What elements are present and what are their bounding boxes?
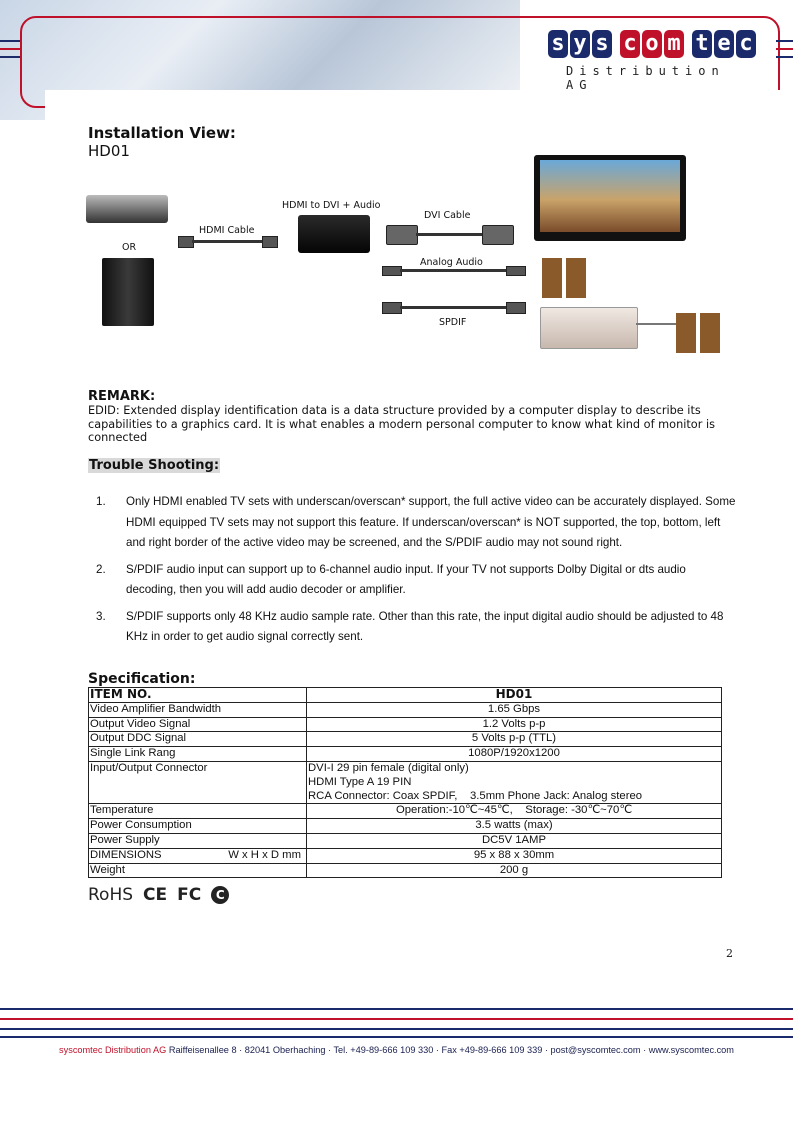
footer-brand: syscomtec Distribution AG [59,1045,167,1055]
table-row: Output DDC Signal 5 Volts p-p (TTL) [89,732,722,747]
hdmi-cable [192,240,262,243]
installation-diagram [86,155,766,365]
company-logo [548,30,760,92]
spdif-cable [400,306,506,309]
speaker-wire [636,323,676,325]
page-number: 2 [726,947,733,960]
logo-word-com: c o m [620,30,684,58]
specification-heading: Specification: [88,671,196,687]
tv-image [534,155,686,241]
c-tick-icon: C [211,886,229,904]
table-row: Output Video Signal 1.2 Volts p-p [89,717,722,732]
amplifier-image [540,307,638,349]
spdif-label: SPDIF [439,317,467,328]
dvi-plug-right [482,225,514,245]
remark-text: EDID: Extended display identification data is a data structure provided by a computer display to describe its capabilities to a graphics card. It is what enables a modern personal computer to know what kind of monitor is connected [88,404,715,444]
speaker-pair-image [542,258,586,298]
or-label: OR [122,242,137,253]
table-row: DIMENSIONS W x H x D mm 95 x 88 x 30mm [89,848,722,863]
analog-plug-right [506,266,526,276]
header-rule-left [0,40,20,66]
table-row: Weight 200 g [89,863,722,878]
media-player-image [86,195,168,223]
analog-audio-label: Analog Audio [420,257,483,268]
footer-address [0,1045,793,1055]
installation-model: HD01 [88,142,130,160]
certification-logos [88,885,229,905]
remark-heading: REMARK: [88,389,156,404]
game-console-image [102,258,154,326]
converter-label: HDMI to DVI + Audio [282,200,381,211]
hdmi-cable-label: HDMI Cable [199,225,255,236]
rohs-icon: RoHS [88,885,134,905]
footer-details: Raiffeisenallee 8 · 82041 Oberhaching · Tel. +49-89-666 109 330 · Fax +49-89-666 109 339 · post@syscomtec.com · www.syscomtec.com [166,1045,734,1055]
analog-cable [400,269,506,272]
installation-title: Installation View: [88,124,236,142]
troubleshooting-list [96,492,736,654]
ce-mark-icon: CE [143,885,168,905]
dvi-plug-left [386,225,418,245]
dvi-cable-label: DVI Cable [424,210,471,221]
speaker-pair-image-2 [676,313,720,353]
logo-subtitle: Distribution AG [566,64,725,92]
analog-plug-left [382,266,402,276]
header-rule-right [776,40,793,66]
table-row: Input/Output Connector DVI-I 29 pin female (digital only) HDMI Type A 19 PIN RCA Connector: Coax SPDIF, 3.5mm Phone Jack: Analog stereo [89,761,722,803]
table-row: Power Consumption 3.5 watts (max) [89,819,722,834]
table-row: Power Supply DC5V 1AMP [89,833,722,848]
table-row: Video Amplifier Bandwidth 1.65 Gbps [89,702,722,717]
logo-word-tec: t e c [692,30,756,58]
hdmi-plug-right [262,236,278,248]
list-item: 3. S/PDIF supports only 48 KHz audio sample rate. Other than this rate, the input digital audio should be adjusted to 48 KHz in order to get audio signal correctly sent. [96,609,724,643]
list-item: 2. S/PDIF audio input can support up to 6-channel audio input. If your TV not supports Dolby Digital or dts audio decoding, then you will add audio decoder or amplifier. [96,562,686,596]
converter-box-image [298,215,370,253]
spdif-plug-right [506,302,526,314]
spdif-plug-left [382,302,402,314]
table-header-row: ITEM NO. HD01 [89,688,722,703]
troubleshooting-heading: Trouble Shooting: [89,458,220,473]
list-item: 1. Only HDMI enabled TV sets with underscan/overscan* support, the full active video can be accurately displayed. Some HDMI equipped TV sets may not support this feature. If underscan/overscan* is NOT supported, the top, bottom, left and right border of the active video may be screened, and the S/PDIF audio may not sound right. [96,495,736,549]
table-row: Single Link Rang 1080P/1920x1200 [89,747,722,762]
logo-word-sys: s y s [548,30,612,58]
fcc-icon: FC [177,885,202,905]
table-row: Temperature Operation:-10℃~45℃, Storage: -30℃~70℃ [89,804,722,819]
dvi-cable [416,233,482,236]
specification-table [88,687,722,878]
